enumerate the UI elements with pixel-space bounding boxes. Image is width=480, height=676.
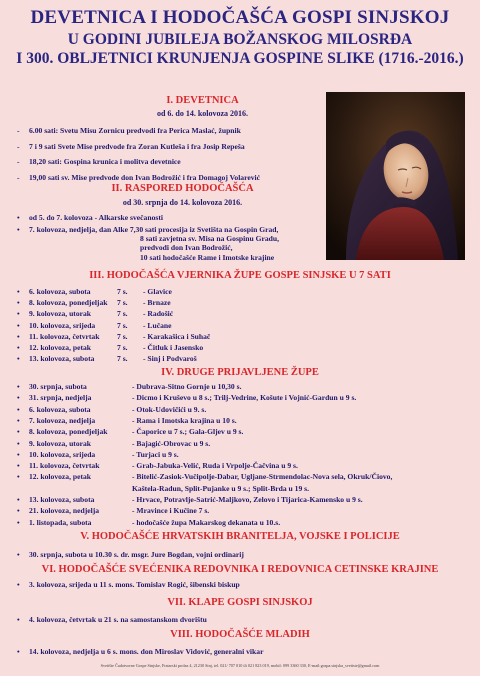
row-time: 7 s.: [117, 343, 128, 352]
bullet: •: [17, 213, 20, 222]
row-time: 7 s.: [117, 354, 128, 364]
poster-title: DEVETNICA I HODOČAŠĆA GOSPI SINJSKOJ: [30, 7, 450, 28]
section-7-title: VII. KLAPE GOSPI SINJSKOJ: [167, 597, 313, 608]
row-text: - Bitelić-Zasiok-Vučipolje-Dabar, Ugljane-Strmendolac-Nova sela, Okruk/Čiovo,: [132, 472, 393, 482]
bullet: •: [17, 343, 20, 352]
bullet: •: [17, 415, 20, 425]
bullet: •: [17, 331, 20, 341]
row-time: 7 s.: [117, 298, 128, 308]
list-item: 19,00 sati sv. Mise predvode don Ivan Bodrožić i fra Domagoj Volarević: [29, 173, 260, 182]
section-6-title: VI. HODOČAŠĆE SVEĆENIKA REDOVNIKA I REDOVNICA CETINSKE KRAJINE: [41, 564, 439, 575]
bullet: -: [17, 157, 20, 166]
bullet: •: [17, 472, 20, 482]
row-date: 8. kolovoza, ponedjeljak: [29, 298, 108, 308]
bullet: •: [17, 298, 20, 308]
list-item: 18,20 sati: Gospina krunica i molitva devetnice: [29, 157, 181, 166]
row-date: 8. kolovoza, ponedjeljak: [29, 427, 108, 437]
row-place: - Sinj i Podvaroš: [143, 354, 197, 364]
row-text: - Turjaci u 9 s.: [132, 449, 179, 459]
bullet: •: [17, 287, 20, 296]
row-date: 11. kolovoza, četvrtak: [29, 461, 100, 471]
row-date: 11. kolovoza, četvrtak: [29, 331, 100, 341]
list-item-continuation: 10 sati hodočašće Rame i Imotske krajine: [140, 253, 275, 262]
row-text: - Grab-Jabuka-Velić, Ruda i Vrpolje-Čačvina u 9 s.: [132, 461, 298, 471]
row-date: 30. srpnja, subota: [29, 382, 87, 391]
bullet: •: [17, 427, 20, 437]
section-3-title: III. HODOČAŠĆA VJERNIKA ŽUPE GOSPE SINJSKE U 7 SATI: [89, 270, 391, 281]
bullet: •: [17, 506, 20, 516]
row-time: 7 s.: [117, 320, 128, 330]
row-text: Kaštela-Radun, Split-Pujanke u 9 s.; Split-Brda u 19 s.: [132, 483, 310, 493]
bullet: •: [17, 517, 20, 527]
row-date: 12. kolovoza, petak: [29, 472, 92, 482]
list-item: od 5. do 7. kolovoza - Alkarske svečanosti: [29, 213, 163, 222]
list-item: 14. kolovoza, nedjelja u 6 s. mons. don Miroslav Vidović, generalni vikar: [29, 647, 264, 656]
bullet: •: [17, 495, 20, 504]
row-text: - Dicmo i Kruševo u 8 s.; Trilj-Vedrine, Košute i Vojnić-Gardun u 9 s.: [132, 393, 357, 403]
bullet: •: [17, 647, 20, 656]
row-date: 12. kolovoza, petak: [29, 343, 92, 352]
list-item: 3. kolovoza, srijeda u 11 s. mons. Tomislav Rogić, šibenski biskup: [29, 580, 240, 589]
row-place: - Lučane: [143, 320, 172, 330]
row-text: - Otok-Udovičići u 9. s.: [132, 404, 207, 414]
bullet: •: [17, 320, 20, 330]
list-item: 4. kolovoza, četvrtak u 21 s. na samostanskom dvorištu: [29, 615, 207, 624]
row-date: 7. kolovoza, nedjelja: [29, 415, 96, 425]
row-date: 6. kolovoza, subota: [29, 287, 91, 296]
row-place: - Čitluk i Jasensko: [143, 343, 204, 352]
section-5-title: V. HODOČAŠĆE HRVATSKIH BRANITELJA, VOJSKE I POLICIJE: [80, 531, 400, 542]
bullet: •: [17, 461, 20, 471]
bullet: •: [17, 449, 20, 459]
poster-subtitle-1: U GODINI JUBILEJA BOŽANSKOG MILOSRĐA: [67, 31, 413, 48]
row-place: - Karakašica i Suhač: [143, 331, 211, 341]
bullet: •: [17, 438, 20, 448]
row-text: - Rama i Imotska krajina u 10 s.: [132, 415, 237, 425]
row-time: 7 s.: [117, 331, 128, 341]
section-1-title: I. DEVETNICA: [166, 95, 239, 106]
bullet: •: [17, 550, 20, 559]
row-text: - hodočašće župa Makarskog dekanata u 10.s.: [132, 517, 281, 527]
bullet: •: [17, 309, 20, 319]
bullet: •: [17, 225, 20, 234]
bullet: •: [17, 382, 20, 391]
section-2-title: II. RASPORED HODOČAŠĆA: [111, 183, 254, 194]
list-item: 30. srpnja, subota u 10.30 s. dr. msgr. Jure Bogdan, vojni ordinarij: [29, 550, 244, 559]
row-date: 31. srpnja, nedjelja: [29, 393, 92, 403]
bullet: •: [17, 615, 20, 624]
row-place: - Radošić: [143, 309, 174, 319]
section-2-date: od 30. srpnja do 14. kolovoza 2016.: [122, 198, 243, 207]
row-time: 7 s.: [117, 287, 128, 296]
row-date: 10. kolovoza, srijeda: [29, 449, 96, 459]
list-item-continuation: 8 sati zavjetna sv. Misa na Gospinu Gradu,: [140, 234, 280, 243]
row-text: - Hrvace, Potravlje-Satrić-Maljkovo, Zelovo i Tijarica-Kamensko u 9 s.: [132, 495, 363, 504]
row-text: - Čaporice u 7 s.; Gala-Gljev u 9 s.: [132, 427, 244, 437]
bullet: •: [17, 393, 20, 403]
row-date: 6. kolovoza, subota: [29, 404, 91, 414]
list-item: 6.00 sati: Svetu Misu Zornicu predvodi fra Perica Maslać, župnik: [29, 126, 241, 135]
row-time: 7 s.: [117, 309, 128, 319]
row-place: - Brnaze: [143, 298, 171, 308]
list-item: 7. kolovoza, nedjelja, dan Alke 7,30 sati procesija iz Svetišta na Gospin Grad,: [29, 225, 279, 234]
section-8-title: VIII. HODOČAŠĆE MLADIH: [170, 629, 310, 640]
bullet: -: [17, 142, 20, 151]
row-place: - Glavice: [143, 287, 172, 296]
section-4-title: IV. DRUGE PRIJAVLJENE ŽUPE: [161, 367, 319, 378]
row-date: 1. listopada, subota: [29, 517, 92, 527]
list-item-continuation: predvodi don Ivan Bodrožić,: [140, 243, 233, 252]
bullet: •: [17, 354, 20, 364]
bullet: -: [17, 173, 20, 182]
madonna-painting: [326, 92, 465, 260]
row-date: 13. kolovoza, subota: [29, 354, 95, 364]
poster-subtitle-2: I 300. OBLJETNICI KRUNJENJA GOSPINE SLIKE (1716.-2016.): [16, 50, 464, 67]
row-date: 9. kolovoza, utorak: [29, 309, 92, 319]
bullet: -: [17, 126, 20, 135]
row-text: - Dubrava-Sitno Gornje u 10,30 s.: [132, 382, 242, 391]
row-text: - Mravince i Kučine 7 s.: [132, 506, 210, 516]
footer-contact: Svetište Čudotvorne Gospe Sinjske, Fratarski prolaz 4, 21230 Sinj, tel. 021/ 707 010 ili 021 823 019, mobil: 099 3360 330, E-mail:gospa.sinjska_svetiste@gmail.com: [100, 663, 380, 668]
row-date: 21. kolovoza, nedjelja: [29, 506, 100, 516]
row-text: - Bajagić-Obrovac u 9 s.: [132, 438, 211, 448]
section-1-date: od 6. do 14. kolovoza 2016.: [156, 109, 249, 118]
row-date: 10. kolovoza, srijeda: [29, 320, 96, 330]
row-date: 13. kolovoza, subota: [29, 495, 95, 504]
row-date: 9. kolovoza, utorak: [29, 438, 92, 448]
list-item: 7 i 9 sati Svete Mise predvode fra Zoran Kutleša i fra Josip Repeša: [29, 142, 245, 151]
bullet: •: [17, 404, 20, 414]
bullet: •: [17, 580, 20, 589]
